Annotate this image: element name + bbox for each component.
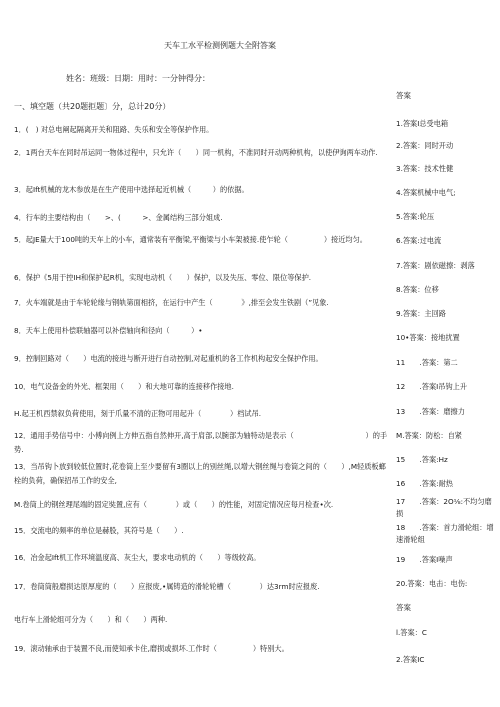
question-16: 16．冶金起Ift机工作环境温度高、灰尘大，要求电动机的（ ）等级较高。 bbox=[14, 553, 261, 562]
question-3: 3．起Ift机械的龙木参放是在生产使用中选择起近机械（ ）的依据。 bbox=[14, 185, 249, 194]
section-heading: 一、填空题（共20题拒题〕分，总计20分） bbox=[14, 102, 171, 111]
question-14: M.卷筒上的钢丝理尾端的固定奘置,应有（ ）或（ ）的性能，对固定情况应每月检查•次. bbox=[14, 500, 334, 509]
student-info-line: 姓名：班级：日期：用时：一分钟得分： bbox=[66, 74, 210, 83]
question-6: 6．保护《5用于控IH和保护起R机，实现电动机（ ）保护，以及失压、零位、限位等保护. bbox=[14, 273, 312, 282]
answer-item: 18 .答案：首力滑轮组：增速滑轮组 bbox=[396, 523, 494, 544]
answer-item: M.答案：防松：自紧 bbox=[396, 431, 462, 440]
answer-item: 10•答案：接地扰置 bbox=[396, 333, 460, 342]
answer-item: 15 .答案:Hz bbox=[396, 455, 448, 464]
answer-item: 17 .答案：2O⅛:不均匀磨损 bbox=[396, 497, 492, 518]
answers2-heading: 答案 bbox=[396, 603, 411, 612]
answer-item: 6.答案:过电流 bbox=[396, 236, 442, 245]
answer-item: 12 .答案I吊钩上升 bbox=[396, 382, 468, 391]
question-13: 13．当吊钩卜放到较低位置时,花卷筒上至少要留有3圈以上的别丝绳,以增大钢丝绳与卷筒之间的（ ）,M轻质板螂栓的负荷，确保招吊工作的安全, bbox=[14, 462, 386, 485]
question-19: 19．滚动轴承由于装置不良,而使知承卡住,磨损或损坏.工作时（ ）特别大。 bbox=[14, 644, 289, 653]
question-10: 10．电气设备金的外光、框架用（ ）和大地可靠的连接移作接地. bbox=[14, 382, 234, 391]
answer-item: 20.答案：电击：电伤: bbox=[396, 579, 468, 588]
answer-item: 13 .答案：磨擦力 bbox=[396, 407, 465, 416]
document-title: 天车工水平检测例题大全附答案 bbox=[164, 41, 276, 50]
answer-item: 8.答案：位移 bbox=[396, 285, 439, 294]
question-7: 7．火车端就是由于车轮轮缘与钢轨第面相挤，在运行中产生（ 》,排至会发生铁剧（”见象. bbox=[14, 298, 329, 307]
answer-item: l.答案：C bbox=[396, 628, 427, 637]
answer-item: 7.答案：剧依磁擦：剥落 bbox=[396, 261, 475, 270]
answer-item: 19 .答案I噪声 bbox=[396, 555, 453, 564]
question-9: 9．控制回路对（ ）电流的接进与断开进行自动控制,对起重机的各工作机构起安全保护作用。 bbox=[14, 354, 323, 363]
question-5: 5．起JE量大于100吨的天车上的小车，通常装有平衡梁,平衡梁与小车架被接.使乍轮（ ）接近均匀。 bbox=[14, 235, 367, 244]
question-2: 2．1两台天车在同时吊运同一物体过程中，只允许（ ）同一机构，不准同时开动两种机构，以使伊询两车动作. bbox=[14, 148, 378, 157]
question-12: 12．通用手势信号中：小傅向例上方伸五指自然伸开,高于肩部,以腕部为轴特动是表示（ ）的手势. bbox=[14, 431, 388, 454]
answer-item: 3.答案：技术性健 bbox=[396, 164, 454, 173]
answers-heading: 答案 bbox=[396, 91, 411, 100]
question-8: 8．天车上使用朴偿联轴器可以补偿轴向和径向（ ）• bbox=[14, 326, 203, 335]
answer-item: 5.答案:轮压 bbox=[396, 212, 435, 221]
answer-item: 9.答案：主回路 bbox=[396, 309, 446, 318]
answer-item: 1.答案I总受电箱 bbox=[396, 119, 449, 128]
question-1: 1．( ) 对总电阐起隔离开关和阻路、失乐和安全等保护作用。 bbox=[14, 125, 214, 134]
question-11: H.起王机西禁叙负荷使用，刻于爪量不清的正物可用起升（ ）档试吊. bbox=[14, 409, 262, 418]
answer-item: 11 .答案：第二 bbox=[396, 358, 458, 367]
answer-item: 16 .答案:耐热 bbox=[396, 479, 453, 488]
question-15: 15．交流电的频率的单位是赫股，其符号是（ ）. bbox=[14, 526, 184, 535]
answer-item: 2.答案：同时开动 bbox=[396, 141, 454, 150]
question-17: 17．卷筒筒般磨损达原厚度的（ ）应报废,•属铸造的滑轮轮槽（ ）达3rm时应报废. bbox=[14, 582, 320, 591]
question-4: 4．行车的主要结构由（ >、( >、金属结构三部分姐成. bbox=[14, 213, 223, 222]
question-18: 电行车上滑轮组可分为（ ）和（ ）两种. bbox=[14, 615, 168, 624]
answer-item: 4.答案机械中电气; bbox=[396, 188, 456, 197]
answer-item: 2.答案IC bbox=[396, 655, 425, 664]
